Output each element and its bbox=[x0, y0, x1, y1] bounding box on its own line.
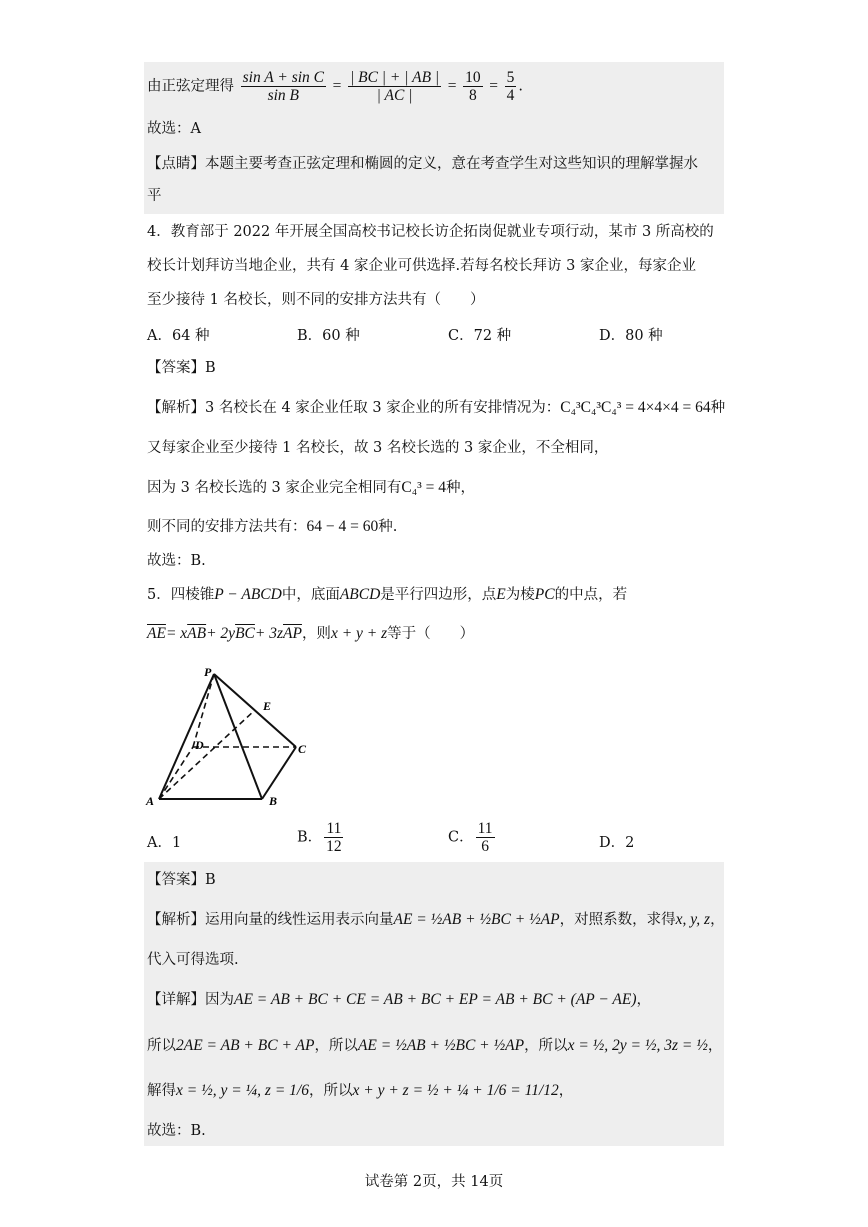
q5-option-d: D．2 bbox=[599, 835, 635, 851]
label-c: C bbox=[298, 742, 307, 756]
q4-option-a: A．64 种 bbox=[147, 328, 210, 344]
formula: 64 − 4 = 60 bbox=[306, 518, 379, 535]
sine-rule-line: 由正弦定理得 $\frac{\text{sin A + sin C}}{\text{sin B}}$ = $\frac{| BC | + | AB |}{| AC |}$ = $\frac{10}{8}$ = $\frac{5}{4}$ . bbox=[147, 69, 523, 104]
q5-detail-3: 解得x = ½, y = ¼, z = 1/6，所以x + y + z = ½ + ¼ + 1/6 = 11/12， bbox=[147, 1082, 574, 1099]
comment-line-1: 【点睛】本题主要考查正弦定理和椭圆的定义，意在考查学生对这些知识的理解掌握水 bbox=[147, 156, 698, 172]
q4-stem-1: 4．教育部于 2022 年开展全国高校书记校长访企拓岗促就业专项行动，某市 3 所高校的 bbox=[147, 224, 714, 240]
formula: AE = AB + BC + CE = AB + BC + EP = AB + BC + (AP − AE) bbox=[234, 991, 637, 1008]
q4-stem-3: 至少接待 1 名校长，则不同的安排方法共有（ ） bbox=[147, 292, 485, 308]
formula: C₄³ = 4 bbox=[401, 479, 447, 496]
q4-explain-4: 则不同的安排方法共有：64 − 4 = 60种. bbox=[147, 518, 398, 535]
fraction: $\frac{11}{6}$ bbox=[477, 820, 493, 855]
label-p: P bbox=[204, 665, 212, 679]
text: 由正弦定理得 bbox=[147, 78, 234, 95]
q5-select: 故选：B. bbox=[147, 1123, 206, 1139]
formula: 2AE = AB + BC + AP bbox=[176, 1037, 315, 1054]
pyramid-figure bbox=[140, 660, 330, 810]
q5-stem-1: 5．四棱锥P − ABCD中，底面ABCD是平行四边形，点E为棱PC的中点，若 bbox=[147, 586, 628, 603]
q4-explain-3: 因为 3 名校长选的 3 家企业完全相同有C₄³ = 4种， bbox=[147, 479, 476, 496]
q5-option-a: A．1 bbox=[147, 835, 182, 851]
formula: C₄³C₄³C₄³ = 4×4×4 = 64 bbox=[560, 399, 711, 416]
q4-explain-1: 【解析】3 名校长在 4 家企业任取 3 家企业的所有安排情况为：C₄³C₄³C₄³ = 4×4×4 = 64种 bbox=[147, 399, 726, 416]
formula: AE = ½AB + ½BC + ½AP bbox=[357, 1037, 525, 1054]
select-answer-a: 故选：A bbox=[147, 121, 201, 137]
q4-option-d: D．80 种 bbox=[599, 328, 663, 344]
formula: x = ½, y = ¼, z = 1/6 bbox=[176, 1082, 309, 1099]
page-footer: 试卷第 2页，共 14页 bbox=[364, 1174, 504, 1190]
q5-detail-2: 所以2AE = AB + BC + AP，所以AE = ½AB + ½BC + ½AP，所以x = ½, 2y = ½, 3z = ½， bbox=[147, 1037, 723, 1054]
q4-explain-2: 又每家企业至少接待 1 名校长，故 3 名校长选的 3 家企业，不全相同， bbox=[147, 440, 609, 456]
comment-line-2: 平 bbox=[147, 188, 162, 204]
q5-stem-2: $\overline{AE}= x\overline{AB}+ 2y\overline{BC}+ 3z\overline{AP}$，则x + y + z等于（ ） bbox=[147, 625, 475, 642]
q5-option-c: C． $\frac{11}{6}$ bbox=[448, 820, 493, 855]
label-a: A bbox=[146, 794, 155, 808]
label-e: E bbox=[263, 699, 272, 713]
q4-stem-2: 校长计划拜访当地企业，共有 4 家企业可供选择.若每名校长拜访 3 家企业，每家企业 bbox=[147, 258, 696, 274]
formula: AE = ½AB + ½BC + ½AP bbox=[393, 911, 560, 928]
fraction: $\frac{| BC | + | AB |}{| AC |}$ bbox=[349, 69, 440, 104]
label-b: B bbox=[269, 794, 278, 808]
q4-option-c: C．72 种 bbox=[448, 328, 512, 344]
fraction: $\frac{\text{sin A + sin C}}{\text{sin B}}$ bbox=[242, 69, 324, 104]
q4-select: 故选：B. bbox=[147, 553, 206, 569]
q5-detail-1: 【详解】因为AE = AB + BC + CE = AB + BC + EP = AB + BC + (AP − AE)， bbox=[147, 991, 652, 1008]
q5-explain-2: 代入可得选项. bbox=[147, 952, 239, 968]
fraction: $\frac{11}{12}$ bbox=[326, 820, 342, 855]
formula: x = ½, 2y = ½, 3z = ½ bbox=[567, 1037, 708, 1054]
q5-option-b: B． $\frac{11}{12}$ bbox=[297, 820, 342, 855]
q4-answer: 【答案】B bbox=[147, 360, 216, 376]
fraction: $\frac{5}{4}$ bbox=[506, 69, 515, 104]
formula: x + y + z = ½ + ¼ + 1/6 = 11/12 bbox=[352, 1082, 559, 1099]
q5-explain-1: 【解析】运用向量的线性运用表示向量AE = ½AB + ½BC + ½AP，对照系数，求得x, y, z， bbox=[147, 911, 725, 928]
fraction: $\frac{10}{8}$ bbox=[465, 69, 481, 104]
q5-answer: 【答案】B bbox=[147, 872, 216, 888]
label-d: D bbox=[195, 738, 204, 752]
q4-option-b: B．60 种 bbox=[297, 328, 360, 344]
